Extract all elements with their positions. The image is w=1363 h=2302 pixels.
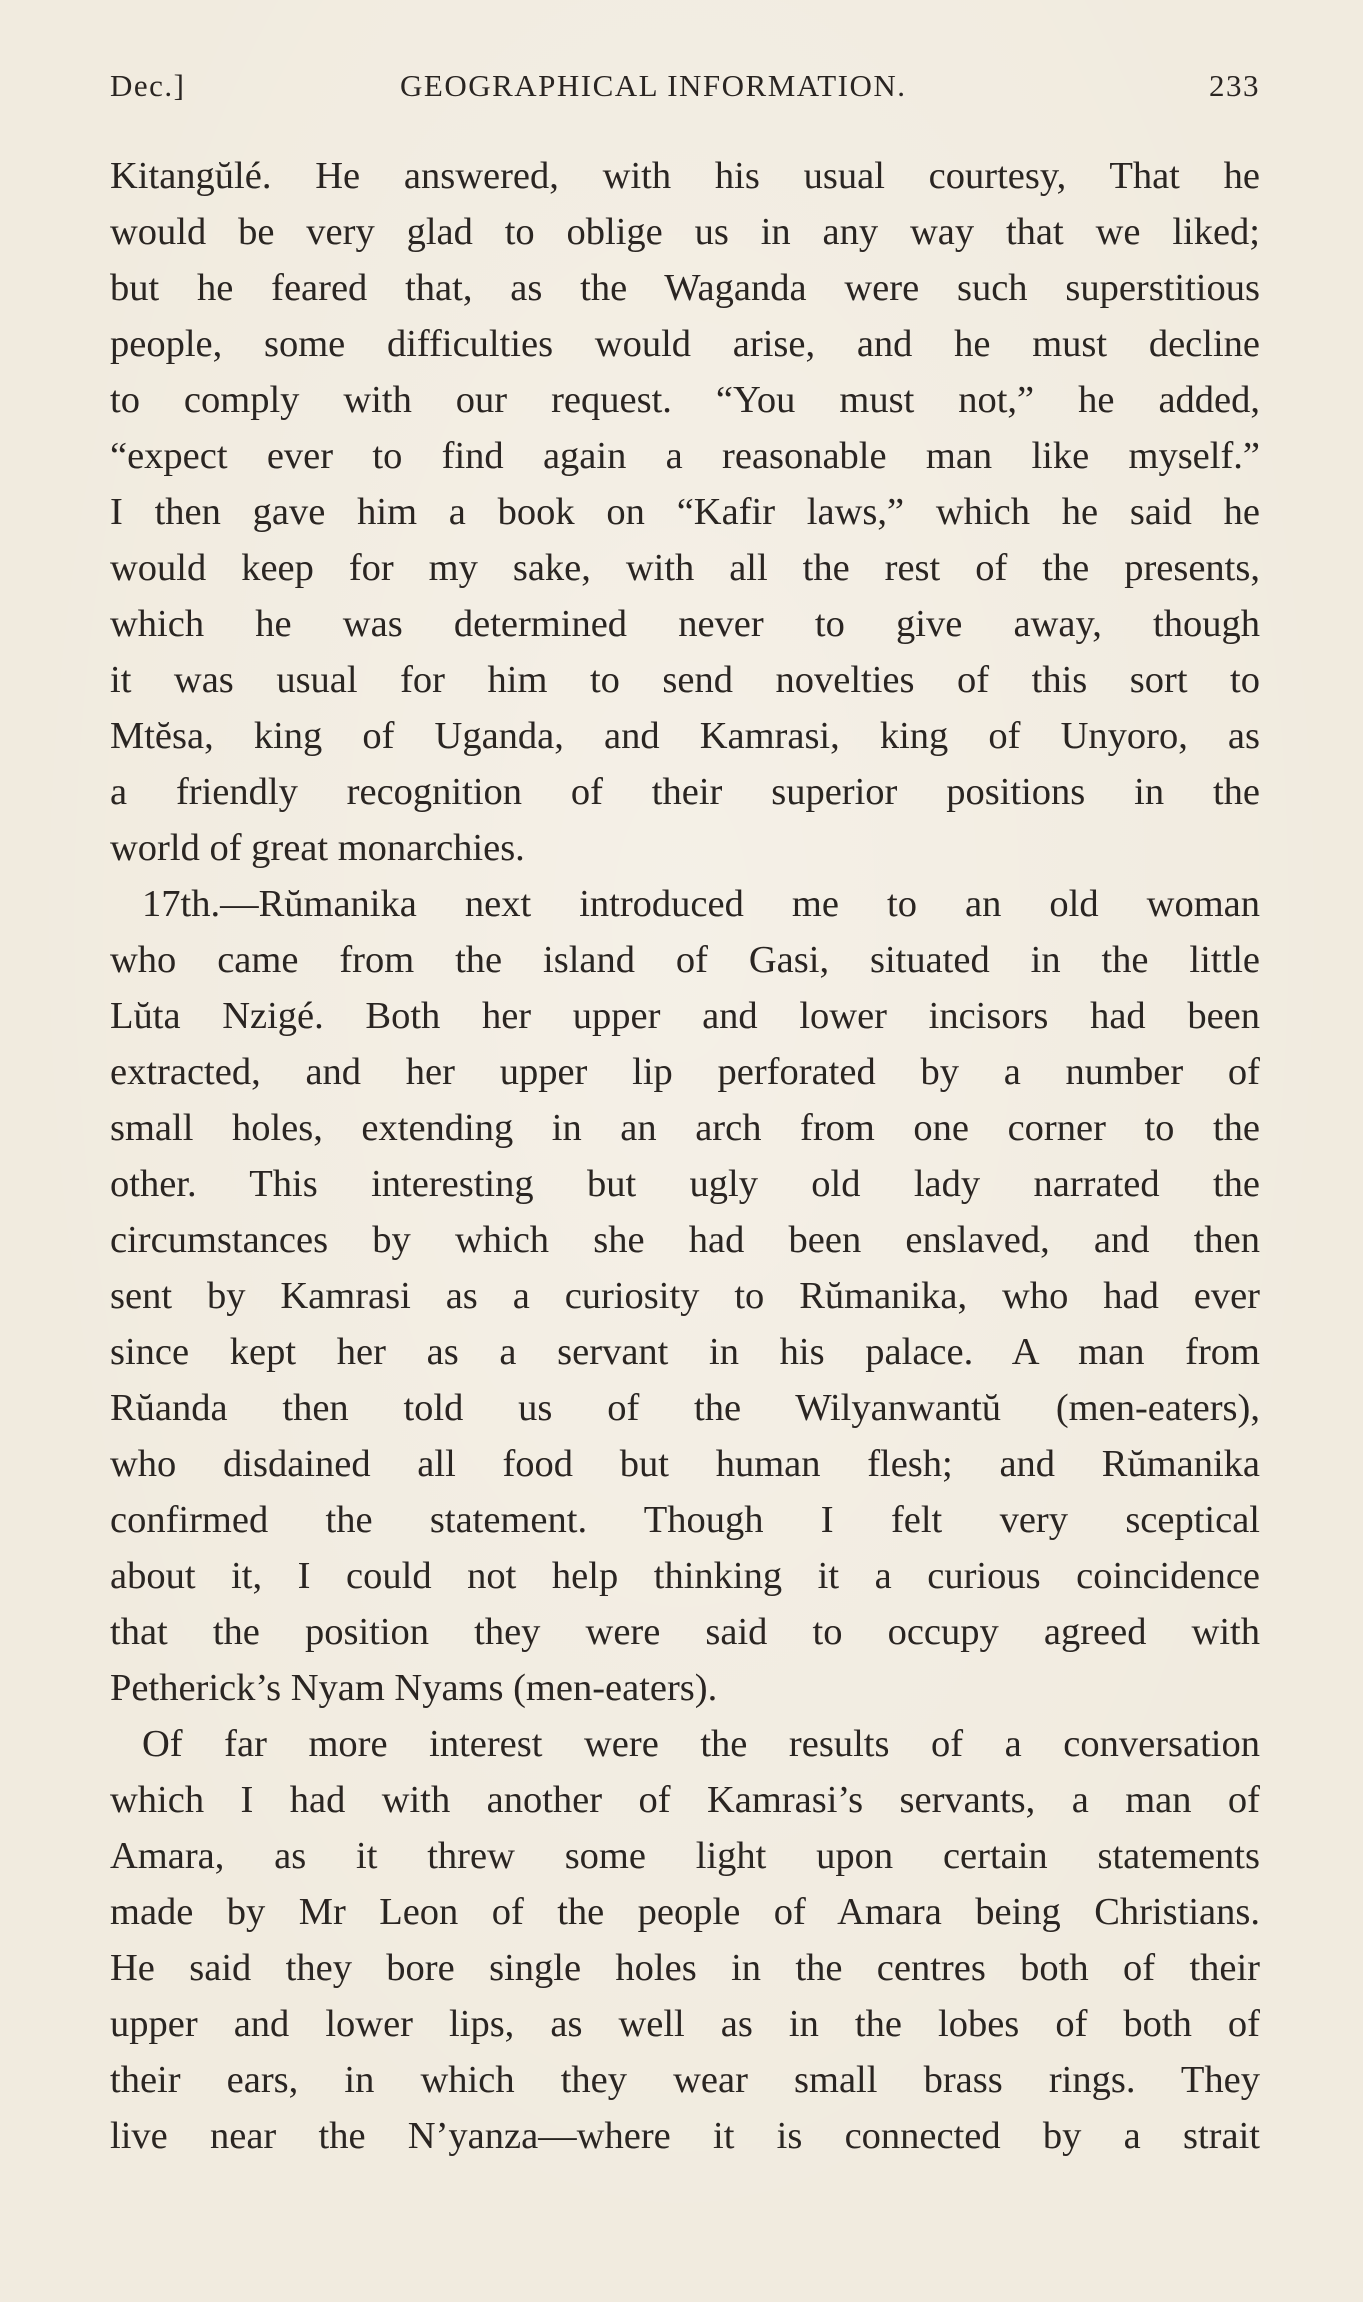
text-line: to comply with our request. “You must not,” he added, bbox=[110, 379, 1260, 421]
text-line: would keep for my sake, with all the rest of the presents, bbox=[110, 547, 1260, 589]
text-line: about it, I could not help thinking it a curious coincidence bbox=[110, 1555, 1260, 1597]
text-line: Amara, as it threw some light upon certain statements bbox=[110, 1835, 1260, 1877]
page-number: 233 bbox=[1209, 68, 1260, 103]
text-line: would be very glad to oblige us in any way that we liked; bbox=[110, 211, 1260, 253]
text-line: circumstances by which she had been enslaved, and then bbox=[110, 1219, 1260, 1261]
text-line: “expect ever to find again a reasonable man like myself.” bbox=[110, 435, 1260, 477]
paragraph-2 bbox=[110, 876, 1260, 1716]
text-line: confirmed the statement. Though I felt very sceptical bbox=[110, 1499, 1260, 1541]
paragraph-1 bbox=[110, 148, 1260, 876]
text-line: I then gave him a book on “Kafir laws,” which he said he bbox=[110, 491, 1260, 533]
text-line: Kitangŭlé. He answered, with his usual courtesy, That he bbox=[110, 155, 1260, 197]
text-line: upper and lower lips, as well as in the lobes of both of bbox=[110, 2003, 1260, 2045]
text-line: small holes, extending in an arch from one corner to the bbox=[110, 1107, 1260, 1149]
running-head-title: GEOGRAPHICAL INFORMATION. bbox=[400, 68, 907, 103]
text-line: who came from the island of Gasi, situated in the little bbox=[110, 939, 1260, 981]
text-line: but he feared that, as the Waganda were such superstitious bbox=[110, 267, 1260, 309]
body-text bbox=[110, 148, 1260, 2164]
text-line: who disdained all food but human flesh; and Rŭmanika bbox=[110, 1443, 1260, 1485]
paragraph-3 bbox=[110, 1716, 1260, 2164]
text-line: live near the N’yanza—where it is connected by a strait bbox=[110, 2115, 1260, 2157]
running-head bbox=[110, 68, 1260, 118]
text-line: a friendly recognition of their superior positions in the bbox=[110, 771, 1260, 813]
text-line: since kept her as a servant in his palace. A man from bbox=[110, 1331, 1260, 1373]
text-line: which I had with another of Kamrasi’s servants, a man of bbox=[110, 1779, 1260, 1821]
text-line: made by Mr Leon of the people of Amara being Christians. bbox=[110, 1891, 1260, 1933]
text-line: their ears, in which they wear small brass rings. They bbox=[110, 2059, 1260, 2101]
running-head-left: Dec.] bbox=[110, 68, 186, 103]
text-line: 17th.—Rŭmanika next introduced me to an old woman bbox=[142, 883, 1260, 925]
text-line: Rŭanda then told us of the Wilyanwantŭ (men-eaters), bbox=[110, 1387, 1260, 1429]
text-line: it was usual for him to send novelties of this sort to bbox=[110, 659, 1260, 701]
text-line: people, some difficulties would arise, and he must decline bbox=[110, 323, 1260, 365]
text-line: that the position they were said to occupy agreed with bbox=[110, 1611, 1260, 1653]
text-line: Petherick’s Nyam Nyams (men-eaters). bbox=[110, 1667, 718, 1709]
text-line: which he was determined never to give away, though bbox=[110, 603, 1260, 645]
text-line: extracted, and her upper lip perforated by a number of bbox=[110, 1051, 1260, 1093]
text-line: Mtĕsa, king of Uganda, and Kamrasi, king of Unyoro, as bbox=[110, 715, 1260, 757]
text-line: other. This interesting but ugly old lady narrated the bbox=[110, 1163, 1260, 1205]
text-line: Of far more interest were the results of a conversation bbox=[142, 1723, 1260, 1765]
text-line: Lŭta Nzigé. Both her upper and lower incisors had been bbox=[110, 995, 1260, 1037]
text-line: He said they bore single holes in the centres both of their bbox=[110, 1947, 1260, 1989]
text-line: world of great monarchies. bbox=[110, 827, 525, 869]
text-line: sent by Kamrasi as a curiosity to Rŭmanika, who had ever bbox=[110, 1275, 1260, 1317]
